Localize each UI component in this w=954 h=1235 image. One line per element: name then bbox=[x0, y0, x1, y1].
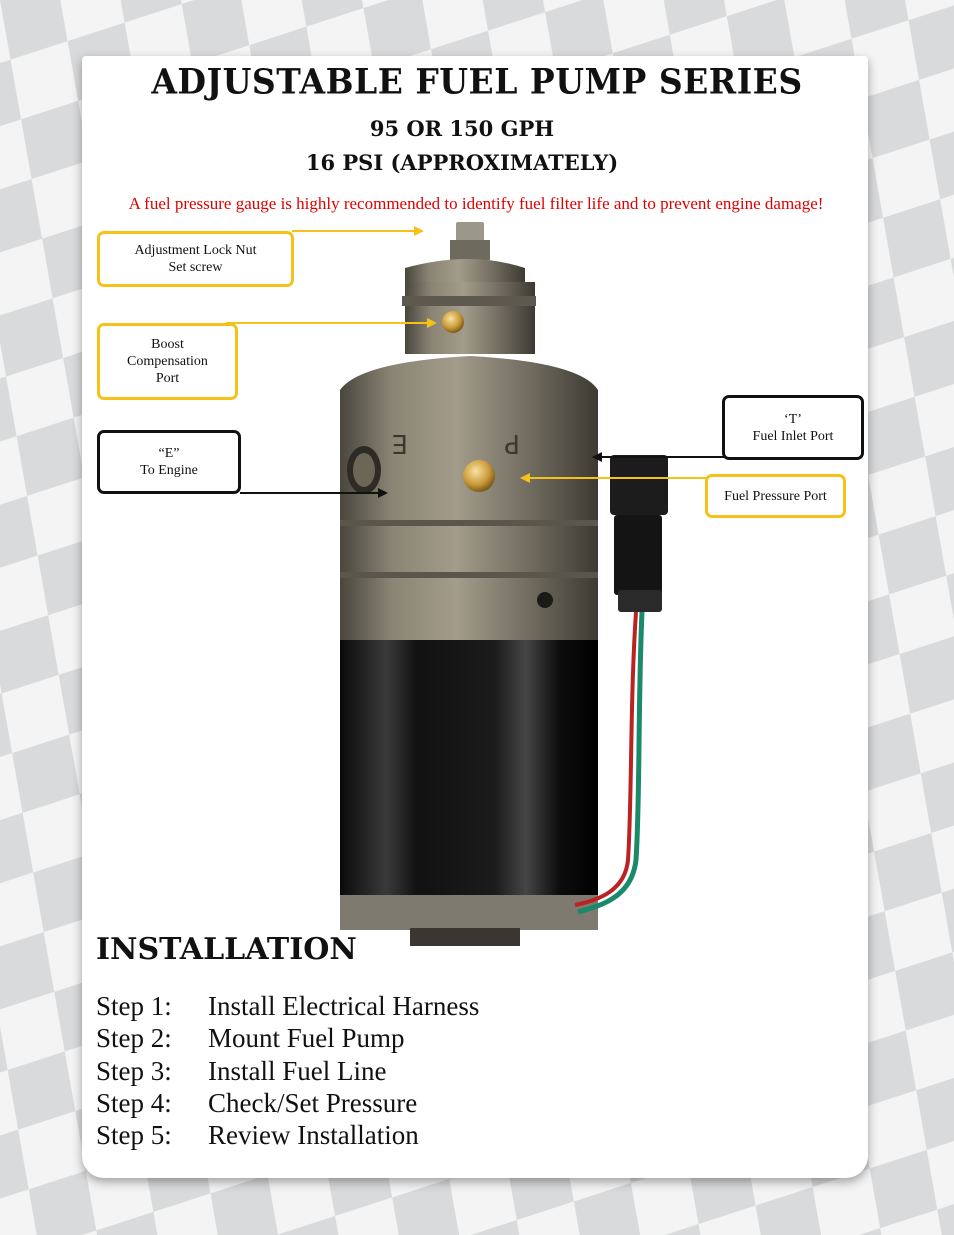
callout-boost-line2: Compensation bbox=[127, 354, 208, 369]
port-marking-e: E bbox=[391, 428, 408, 458]
port-marking-p: P bbox=[504, 428, 520, 458]
list-item bbox=[96, 990, 479, 1022]
installation-steps bbox=[96, 990, 479, 1151]
installation-heading: INSTALLATION bbox=[96, 932, 357, 967]
step-number: Step 3: bbox=[96, 1055, 172, 1086]
step-text: Check/Set Pressure bbox=[208, 1087, 418, 1118]
step-text: Install Electrical Harness bbox=[208, 991, 480, 1021]
list-item bbox=[96, 1087, 479, 1119]
callout-inlet-line2: Fuel Inlet Port bbox=[752, 428, 834, 444]
step-number: Step 2: bbox=[96, 1023, 172, 1054]
warning-text: A fuel pressure gauge is highly recommended to identify fuel filter life and to prevent engine damage! bbox=[128, 194, 824, 213]
flow-rate-subtitle: 95 OR 150 GPH bbox=[369, 116, 555, 141]
step-text: Review Installation bbox=[208, 1120, 419, 1151]
callout-adjustment-lock-nut bbox=[97, 231, 294, 287]
pressure-subtitle: 16 PSI (APPROXIMATELY) bbox=[305, 150, 619, 175]
callout-to-engine bbox=[97, 430, 241, 494]
callout-boost-line1: Boost bbox=[151, 337, 184, 352]
callout-fuel-inlet bbox=[722, 395, 864, 460]
step-text: Mount Fuel Pump bbox=[208, 1023, 405, 1054]
page-title: ADJUSTABLE FUEL PUMP SERIES bbox=[151, 61, 803, 102]
callout-inlet-line1: ‘T’ bbox=[784, 411, 802, 427]
callout-adjustment-line1: Adjustment Lock Nut bbox=[134, 243, 257, 258]
callout-adjustment-line2: Set screw bbox=[168, 260, 223, 275]
list-item bbox=[96, 1119, 479, 1151]
callout-fuel-pressure-port bbox=[705, 474, 846, 518]
step-text: Install Fuel Line bbox=[208, 1055, 387, 1086]
callout-pressure-label: Fuel Pressure Port bbox=[724, 488, 827, 504]
step-number: Step 1: bbox=[96, 991, 172, 1021]
callout-boost-line3: Port bbox=[155, 371, 180, 386]
callout-engine-line1: “E” bbox=[158, 446, 180, 461]
step-number: Step 5: bbox=[96, 1120, 172, 1151]
callout-engine-line2: To Engine bbox=[140, 463, 198, 478]
callout-boost-compensation bbox=[97, 323, 238, 400]
list-item bbox=[96, 1022, 479, 1054]
step-number: Step 4: bbox=[96, 1087, 172, 1118]
list-item bbox=[96, 1055, 479, 1087]
